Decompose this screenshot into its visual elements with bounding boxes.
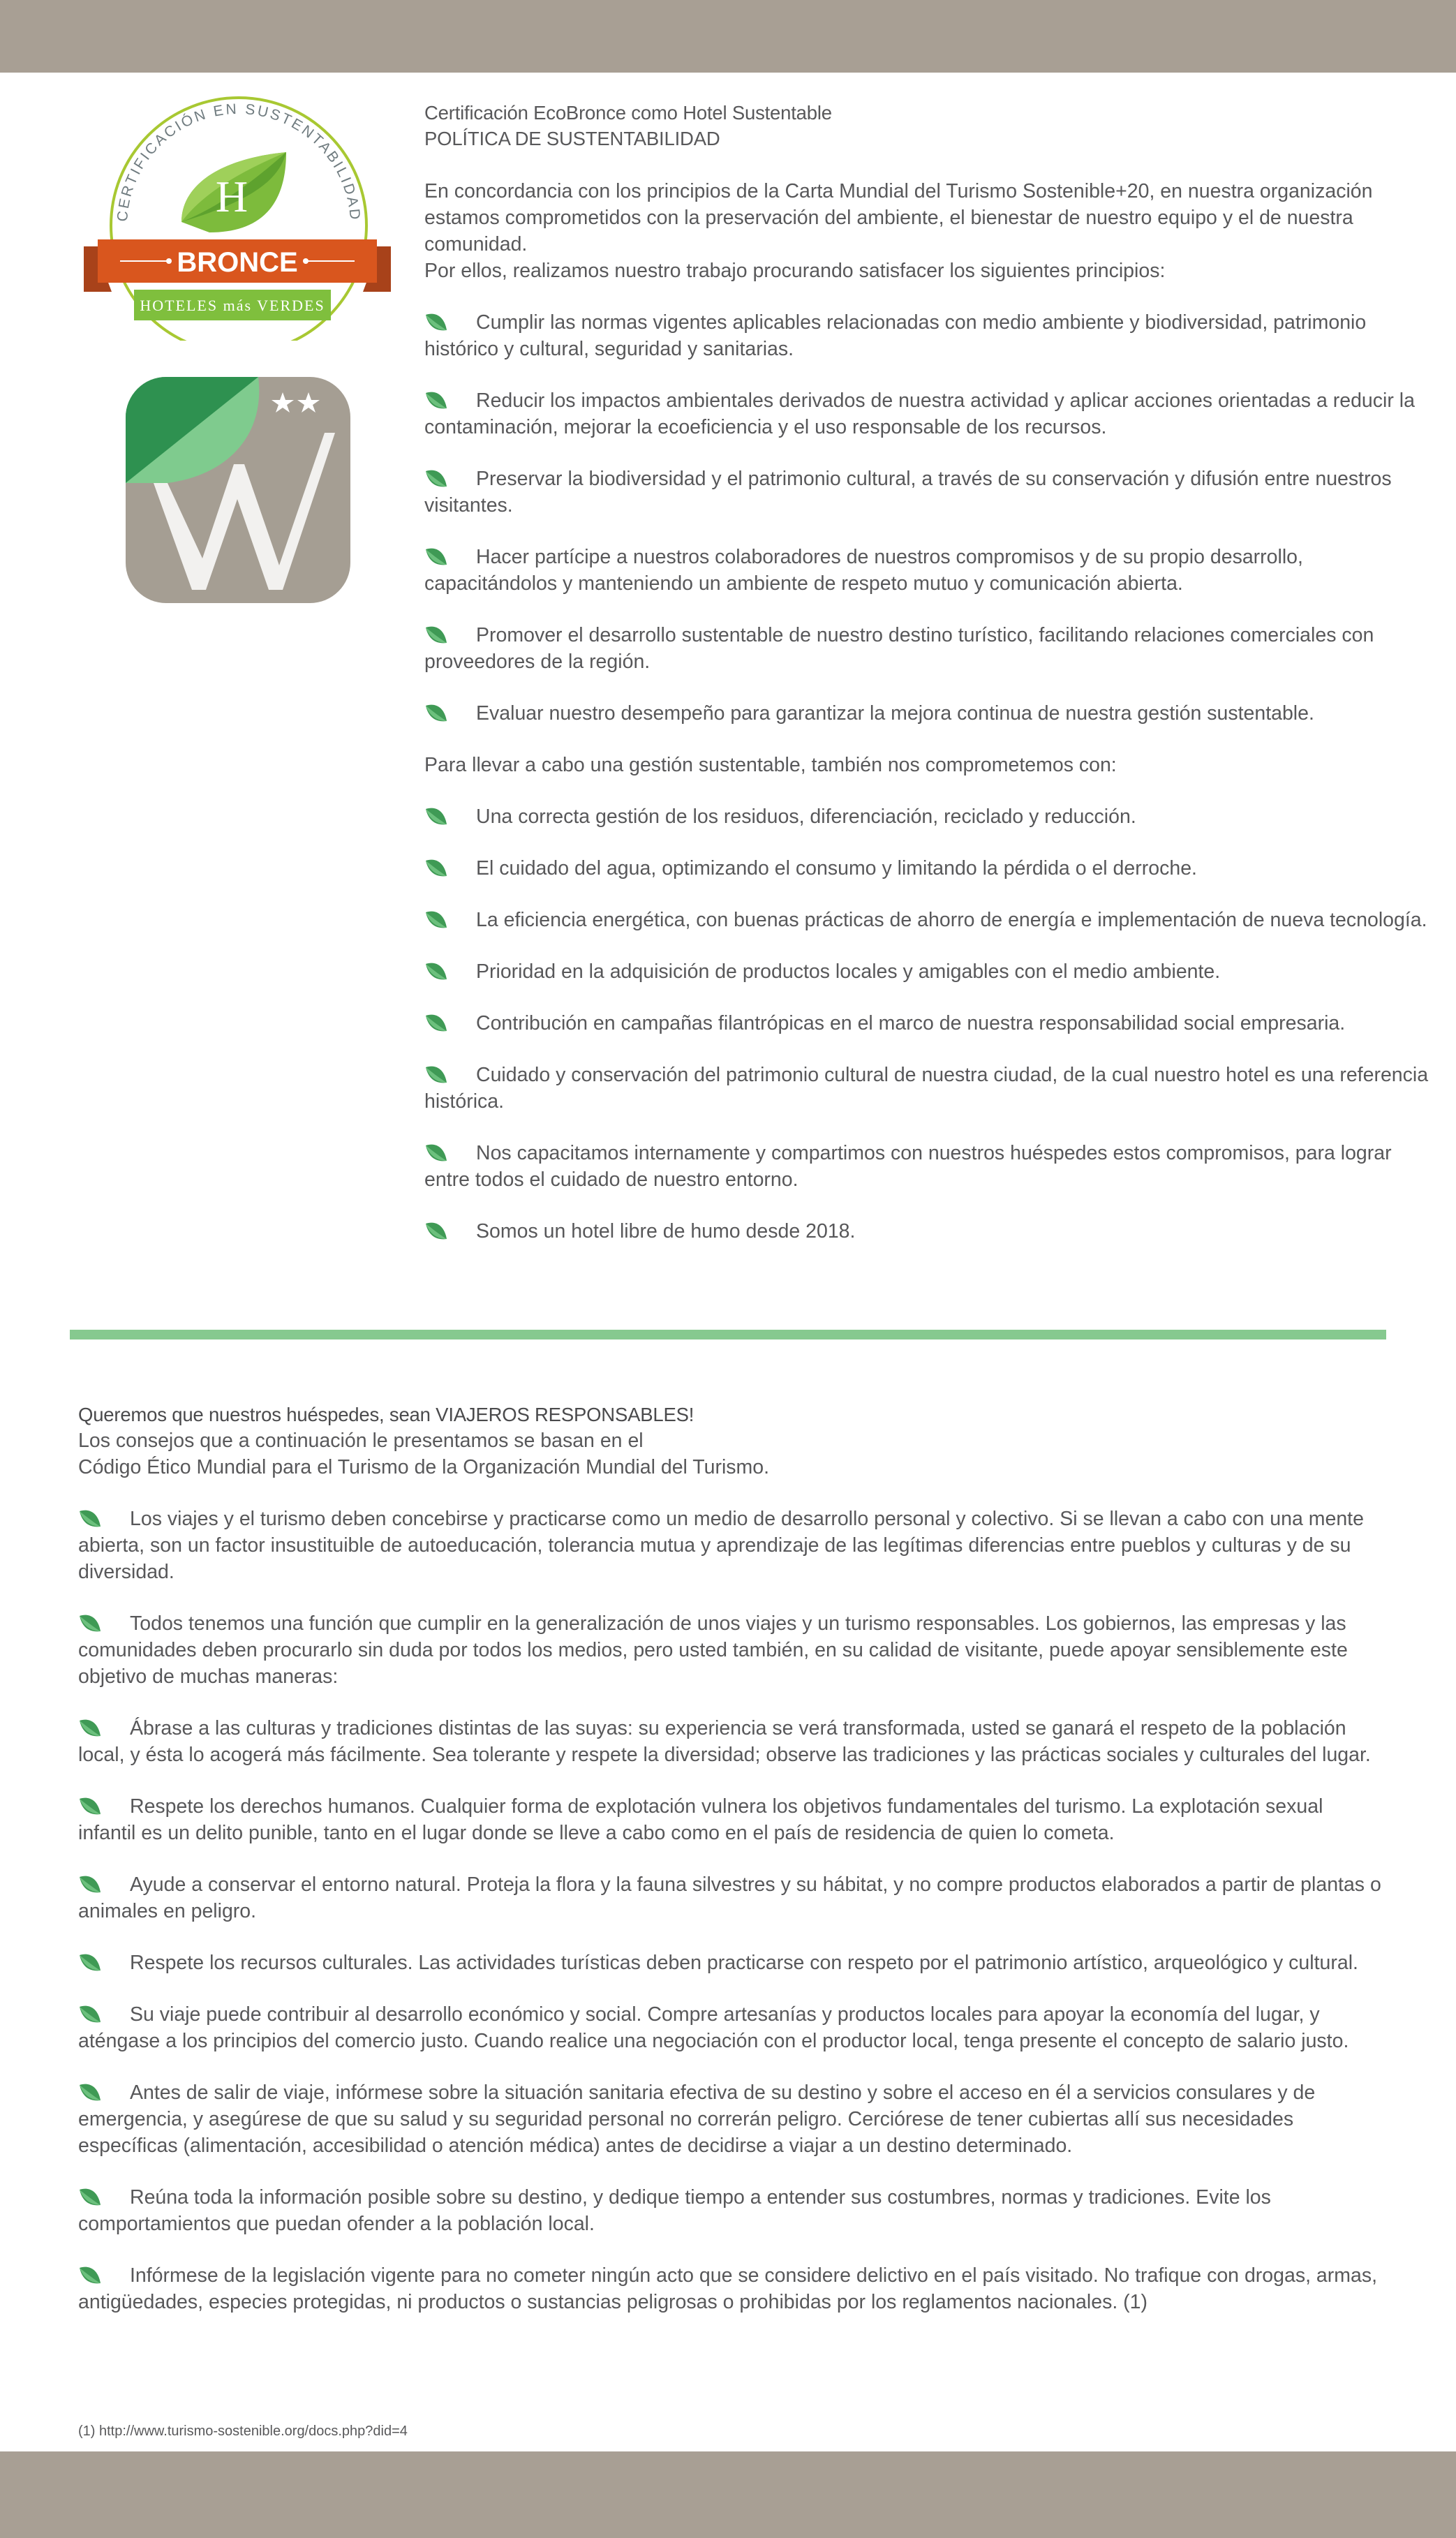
leaf-icon	[78, 2186, 102, 2209]
leaf-icon	[78, 1873, 102, 1897]
leaf-icon	[78, 1795, 102, 1818]
badge-arc-text: CERTIFICACIÓN EN SUSTENTABILIDAD	[114, 101, 364, 223]
list-item: Promover el desarrollo sustentable de nuestro destino turístico, facilitando relaciones comerciales con proveedores de la región.	[424, 624, 1374, 673]
leaf-icon	[424, 311, 448, 334]
list-item: Reducir los impactos ambientales derivados de nuestra actividad y aplicar acciones orientadas a reducir la contaminación, mejorar la ecoeficiencia y el uso responsable de los recursos.	[424, 389, 1415, 438]
leaf-icon	[78, 2264, 102, 2287]
leaf-icon	[78, 1507, 102, 1531]
policy-title: Certificación EcoBronce como Hotel Sustentable	[424, 102, 832, 124]
list-item: Ábrase a las culturas y tradiciones distintas de las suyas: su experiencia se verá transformada, usted se ganará el respeto de la población local, y ésta lo acogerá más fácilmente. Sea tolerante y respete la diversidad; observe las tradiciones y las prácticas sociales y culturales del lugar.	[78, 1717, 1371, 1766]
list-item: Su viaje puede contribuir al desarrollo económico y social. Compre artesanías y productos locales para apoyar la economía del lugar, y aténgase a los principios del comercio justo. Cuando realice una negociación con el productor local, tenga presente el concepto de salario justo.	[78, 2003, 1349, 2052]
leaf-icon	[424, 856, 448, 880]
leaf-icon	[424, 1141, 448, 1165]
footnote: (1) http://www.turismo-sostenible.org/docs.php?did=4	[78, 2424, 408, 2439]
list-item: Cumplir las normas vigentes aplicables relacionadas con medio ambiente y biodiversidad, patrimonio histórico y cultural, seguridad y sanitarias.	[424, 311, 1367, 360]
badge-letter: H	[215, 172, 248, 221]
list-item: Preservar la biodiversidad y el patrimonio cultural, a través de su conservación y difusión entre nuestros visitantes.	[424, 468, 1392, 517]
list-item: Todos tenemos una función que cumplir en la generalización de unos viajes y un turismo responsables. Los gobiernos, las empresas y las comunidades deben procurarlo sin duda por todos los medios, pero usted también, en su calidad de visitante, puede apoyar sensiblemente este objetivo de muchas maneras:	[78, 1612, 1348, 1688]
list-item: Una correcta gestión de los residuos, diferenciación, reciclado y reducción.	[424, 803, 1429, 830]
leaf-icon	[424, 389, 448, 413]
leaf-icon	[424, 960, 448, 984]
hotel-w-logo	[126, 377, 350, 603]
responsible-traveler-advice	[78, 1402, 1383, 2315]
leaf-icon	[424, 623, 448, 647]
list-item: Hacer partícipe a nuestros colaboradores de nuestros compromisos y de su propio desarrollo, capacitándolos y manteniendo un ambiente de respeto mutuo y comunicación abierta.	[424, 546, 1303, 595]
leaf-icon	[424, 805, 448, 829]
list-item: Respete los recursos culturales. Las actividades turísticas deben practicarse con respeto por el patrimonio artístico, arqueológico y cultural.	[78, 1950, 1383, 1976]
leaf-icon	[78, 2081, 102, 2105]
list-item: Antes de salir de viaje, infórmese sobre la situación sanitaria efectiva de su destino y sobre el acceso en él a servicios consulares y de emergencia, y asegúrese de que su salud y su seguridad personal no correrán peligro. Cerciórese de tener cubiertas allí sus necesidades específicas (alimentación, accesibilidad o atención médica) antes de decidirse a viajar a un destino determinado.	[78, 2081, 1316, 2157]
policy-subtitle: POLÍTICA DE SUSTENTABILIDAD	[424, 128, 720, 149]
leaf-icon	[424, 467, 448, 491]
leaf-icon	[78, 1716, 102, 1740]
list-item: Infórmese de la legislación vigente para no cometer ningún acto que se considere delictivo en el país visitado. No trafique con drogas, armas, antigüedades, especies protegidas, ni productos o sustancias peligrosas o prohibidas por los reglamentos nacionales. (1)	[78, 2264, 1378, 2313]
list-item: Ayude a conservar el entorno natural. Proteja la flora y la fauna silvestres y su hábitat, y no compre productos elaborados a partir de plantas o animales en peligro.	[78, 1873, 1381, 1922]
list-item: Cuidado y conservación del patrimonio cultural de nuestra ciudad, de la cual nuestro hotel es una referencia histórica.	[424, 1064, 1429, 1113]
list-item: Contribución en campañas filantrópicas en el marco de nuestra responsabilidad social empresaria.	[424, 1010, 1429, 1037]
leaf-icon	[424, 908, 448, 932]
badge-ribbon-text: BRONCE	[177, 247, 298, 278]
leaf-icon	[424, 545, 448, 569]
leaf-icon	[78, 2003, 102, 2026]
badge-tagline: HOTELES más VERDES	[140, 297, 325, 314]
advice-intro: Los consejos que a continuación le presentamos se basan en el	[78, 1430, 644, 1452]
list-item: Los viajes y el turismo deben concebirse y practicarse como un medio de desarrollo personal y colectivo. Si se llevan a cabo con una mente abierta, son un factor insustituible de autoeducación, tolerancia mutua y aprendizaje de las legítimas diferencias entre pueblos y culturas y de su diversidad.	[78, 1508, 1364, 1583]
section-divider	[70, 1330, 1386, 1340]
ecobronce-certification-badge	[77, 82, 398, 341]
list-item: Evaluar nuestro desempeño para garantizar la mejora continua de nuestra gestión sustentable.	[424, 700, 1429, 727]
leaf-icon	[78, 1951, 102, 1975]
list-item: Respete los derechos humanos. Cualquier forma de explotación vulnera los objetivos fundamentales del turismo. La explotación sexual infantil es un delito punible, tanto en el lugar donde se lleve a cabo como en el país de residencia de quien lo cometa.	[78, 1795, 1323, 1844]
list-item: Nos capacitamos internamente y compartimos con nuestros huéspedes estos compromisos, para lograr entre todos el cuidado de nuestro entorno.	[424, 1142, 1392, 1191]
leaf-icon	[424, 1219, 448, 1243]
leaf-icon	[424, 1063, 448, 1087]
list-item: Prioridad en la adquisición de productos locales y amigables con el medio ambiente.	[424, 958, 1429, 985]
list-item: Somos un hotel libre de humo desde 2018.	[424, 1218, 1429, 1245]
advice-intro-2: Código Ético Mundial para el Turismo de la Organización Mundial del Turismo.	[78, 1456, 770, 1478]
list-item: Reúna toda la información posible sobre su destino, y dedique tiempo a entender sus costumbres, normas y tradiciones. Evite los comportamientos que puedan ofender a la población local.	[78, 2186, 1271, 2235]
commitments-intro: Para llevar a cabo una gestión sustentable, también nos comprometemos con:	[424, 754, 1117, 776]
policy-intro: En concordancia con los principios de la Carta Mundial del Turismo Sostenible+20, en nuestra organización estamos comprometidos con la preservación del ambiente, el bienestar de nuestro equipo y el de nuestra comunidad.	[424, 180, 1373, 255]
leaf-icon	[424, 1011, 448, 1035]
policy-intro-2: Por ellos, realizamos nuestro trabajo procurando satisfacer los siguientes principios:	[424, 260, 1166, 282]
advice-title: Queremos que nuestros huéspedes, sean VIAJEROS RESPONSABLES!	[78, 1404, 694, 1425]
list-item: El cuidado del agua, optimizando el consumo y limitando la pérdida o el derroche.	[424, 855, 1429, 882]
leaf-icon	[424, 702, 448, 725]
list-item: La eficiencia energética, con buenas prácticas de ahorro de energía e implementación de nueva tecnología.	[424, 907, 1429, 933]
sustainability-policy	[424, 100, 1429, 1245]
leaf-icon	[78, 1612, 102, 1635]
